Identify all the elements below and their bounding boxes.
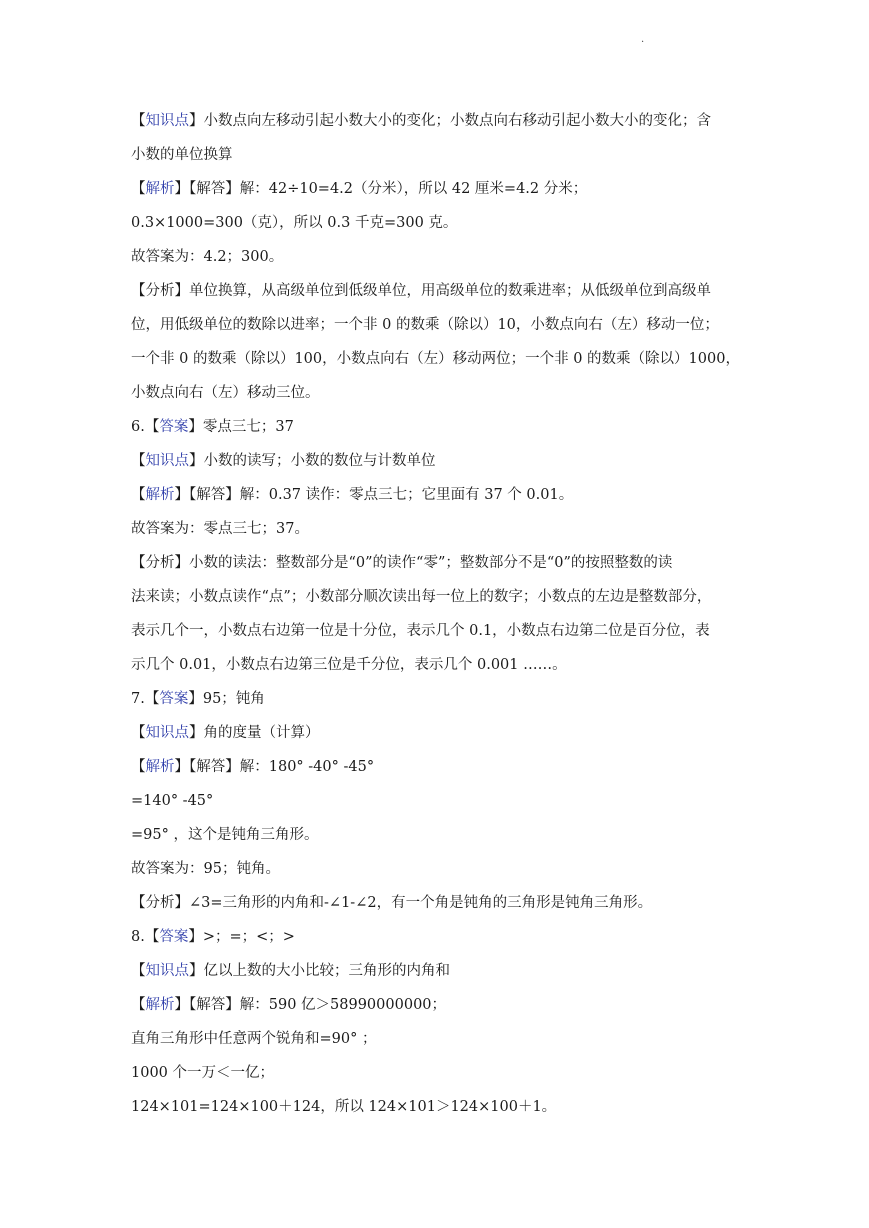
text-segment: 故答案为：95；钝角。 <box>131 861 280 877</box>
text-segment: 】 <box>189 113 204 129</box>
text-line <box>131 240 743 274</box>
text-segment: 】 <box>174 759 189 775</box>
text-line <box>131 1022 743 1056</box>
text-segment: 小数的读写；小数的数位与计数单位 <box>203 453 436 469</box>
section-label: 答案 <box>159 691 189 707</box>
text-line <box>131 104 743 138</box>
text-line <box>131 988 743 1022</box>
section-label: 知识点 <box>145 453 189 469</box>
text-segment: 位，用低级单位的数除以进率；一个非 0 的数乘（除以）10，小数点向右（左）移动一位； <box>131 317 719 333</box>
text-segment: 零点三七；37 <box>202 419 294 435</box>
text-line <box>131 478 743 512</box>
text-segment: 示几个 0.01，小数点右边第三位是千分位，表示几个 0.001 ……。 <box>131 657 567 673</box>
section-label: 解析 <box>145 181 175 197</box>
section-label: 答案 <box>159 929 189 945</box>
text-line <box>131 784 743 818</box>
text-segment: 】 <box>174 997 189 1013</box>
text-line <box>131 138 743 172</box>
text-line <box>131 1056 743 1090</box>
text-segment: 【 <box>131 759 146 775</box>
text-segment: =140° -45° <box>131 793 214 809</box>
text-segment: =95° ，这个是钝角三角形。 <box>131 827 319 843</box>
text-segment: 【解答】解：0.37 读作：零点三七；它里面有 37 个 0.01。 <box>189 487 574 503</box>
text-line <box>131 648 743 682</box>
text-segment: 【分析】单位换算，从高级单位到低级单位，用高级单位的数乘进率；从低级单位到高级单 <box>131 283 711 299</box>
text-segment: 直角三角形中任意两个锐角和=90° ； <box>131 1031 377 1047</box>
section-label: 解析 <box>145 487 175 503</box>
text-segment: 角的度量（计算） <box>203 725 320 741</box>
text-segment: 6. <box>131 419 145 435</box>
text-segment: 【 <box>131 997 146 1013</box>
section-label: 知识点 <box>145 113 189 129</box>
document-body <box>131 104 743 1124</box>
text-line <box>131 920 743 954</box>
text-line <box>131 1090 743 1124</box>
text-segment: 【 <box>131 113 146 129</box>
text-segment: >；=；<；> <box>202 929 295 945</box>
text-segment: 法来读；小数点读作“点”；小数部分顺次读出每一位上的数字；小数点的左边是整数部分， <box>131 589 712 605</box>
text-line <box>131 716 743 750</box>
text-line <box>131 852 743 886</box>
text-segment: 7. <box>131 691 145 707</box>
text-line <box>131 172 743 206</box>
text-segment: 故答案为：零点三七；37。 <box>131 521 309 537</box>
text-line <box>131 274 743 308</box>
section-label: 答案 <box>159 419 189 435</box>
text-line <box>131 954 743 988</box>
text-segment: 】 <box>188 929 203 945</box>
text-line <box>131 546 743 580</box>
text-segment: 8. <box>131 929 145 945</box>
text-line <box>131 308 743 342</box>
text-line <box>131 614 743 648</box>
text-segment: 小数点向左移动引起小数大小的变化；小数点向右移动引起小数大小的变化；含 <box>203 113 711 129</box>
text-line <box>131 886 743 920</box>
text-segment: 故答案为：4.2；300。 <box>131 249 284 265</box>
section-label: 解析 <box>145 759 175 775</box>
text-segment: 】 <box>188 691 203 707</box>
section-label: 知识点 <box>145 963 189 979</box>
text-segment: 【 <box>144 691 160 707</box>
text-segment: 】 <box>189 725 204 741</box>
text-segment: 【 <box>131 453 146 469</box>
text-segment: 95；钝角 <box>202 691 265 707</box>
header-mark: . <box>641 34 645 45</box>
text-line <box>131 342 743 376</box>
text-line <box>131 376 743 410</box>
text-segment: 【解答】解：590 亿＞58990000000； <box>189 997 447 1013</box>
text-line <box>131 818 743 852</box>
text-line <box>131 512 743 546</box>
text-segment: 小数点向右（左）移动三位。 <box>131 385 320 401</box>
text-segment: 【 <box>144 419 160 435</box>
text-segment: 】 <box>174 181 189 197</box>
text-segment: 【 <box>144 929 160 945</box>
text-segment: 一个非 0 的数乘（除以）100，小数点向右（左）移动两位；一个非 0 的数乘（除以）1000， <box>131 351 740 367</box>
text-segment: 】 <box>174 487 189 503</box>
text-segment: 0.3×1000=300（克），所以 0.3 千克=300 克。 <box>131 215 458 231</box>
text-line <box>131 682 743 716</box>
text-segment: 表示几个一，小数点右边第一位是十分位，表示几个 0.1，小数点右边第二位是百分位，表 <box>131 623 710 639</box>
section-label: 知识点 <box>145 725 189 741</box>
text-segment: 【 <box>131 963 146 979</box>
text-segment: 【解答】解：180° -40° -45° <box>189 759 375 775</box>
text-segment: 】 <box>189 963 204 979</box>
text-line <box>131 444 743 478</box>
text-line <box>131 750 743 784</box>
text-segment: 【解答】解：42÷10=4.2（分米），所以 42 厘米=4.2 分米； <box>189 181 588 197</box>
text-segment: 小数的单位换算 <box>131 147 233 163</box>
text-segment: 1000 个一万＜一亿； <box>131 1065 275 1081</box>
text-segment: 【 <box>131 725 146 741</box>
text-segment: 124×101=124×100＋124，所以 124×101＞124×100＋1。 <box>131 1099 557 1115</box>
text-line <box>131 410 743 444</box>
text-segment: 【 <box>131 487 146 503</box>
text-segment: 】 <box>188 419 203 435</box>
text-segment: 【分析】∠3=三角形的内角和-∠1-∠2，有一个角是钝角的三角形是钝角三角形。 <box>131 895 653 911</box>
text-segment: 【 <box>131 181 146 197</box>
section-label: 解析 <box>145 997 175 1013</box>
text-line <box>131 206 743 240</box>
text-segment: 】 <box>189 453 204 469</box>
text-segment: 【分析】小数的读法：整数部分是“0”的读作“零”；整数部分不是“0”的按照整数的读 <box>131 555 673 571</box>
text-segment: 亿以上数的大小比较；三角形的内角和 <box>203 963 450 979</box>
text-line <box>131 580 743 614</box>
